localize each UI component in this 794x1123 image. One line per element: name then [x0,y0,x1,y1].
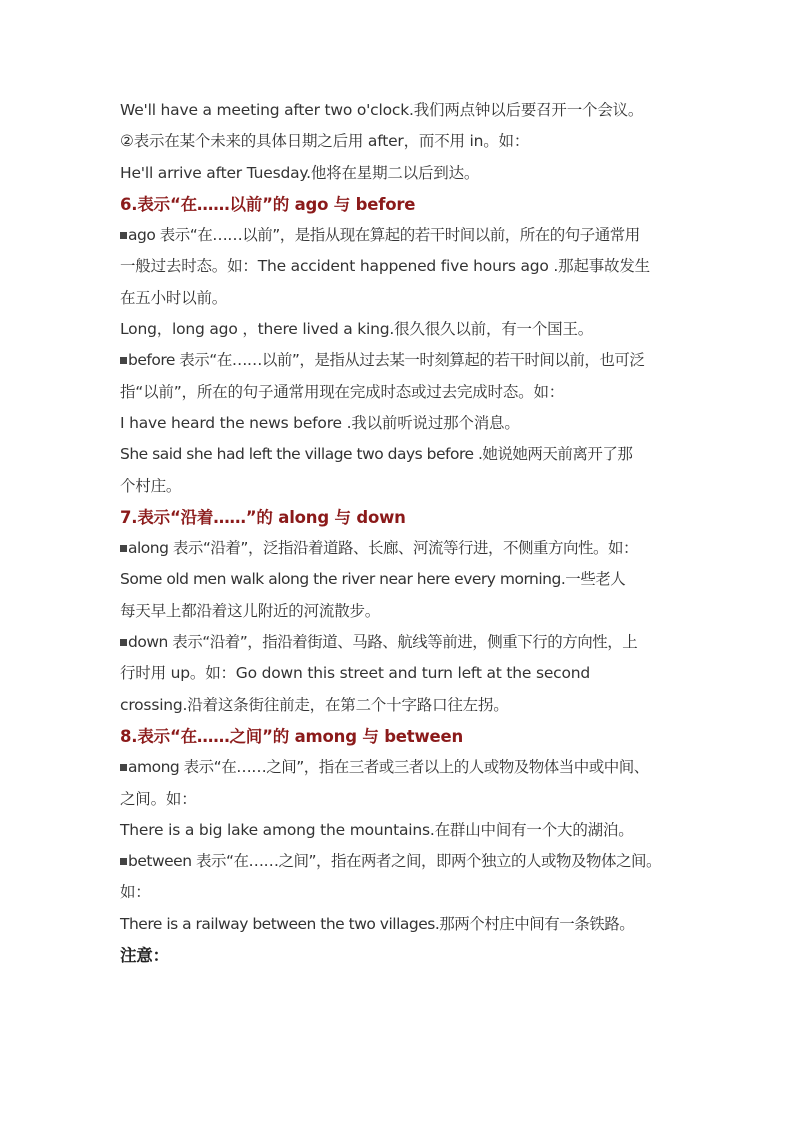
section-heading-7: 7.表示“沿着……”的 along 与 down [120,507,406,527]
text-line: 个村庄。 [120,476,182,495]
bullet-square-icon [120,858,127,865]
text-line: There is a big lake among the mountains.在群山中间有一个大的湖泊。 [120,820,634,839]
text-line: 行时用 up。如：Go down this street and turn left at the second [120,664,591,683]
text-line: There is a railway between the two villages.那两个村庄中间有一条铁路。 [120,914,635,933]
text-line: We'll have a meeting after two o'clock.我们两点钟以后要召开一个会议。 [120,101,644,119]
bullet-text: among 表示“在……之间”，指在三者或三者以上的人或物及物体当中或中间、 [128,758,649,777]
text-line: 指“以前”，所在的句子通常用现在完成时态或过去完成时态。如： [120,382,565,401]
bullet-line [120,533,682,564]
bullet-line [120,846,682,877]
bullet-line [120,752,682,783]
text-line: crossing.沿着这条街往前走，在第二个十字路口往左拐。 [120,695,509,714]
bullet-line [120,220,682,251]
text-line: Long，long ago ，there lived a king.很久很久以前，有一个国王。 [120,320,594,339]
bullet-line [120,627,682,658]
bullet-square-icon [120,764,127,771]
bullet-text: along 表示“沿着”，泛指沿着道路、长廊、河流等行进，不侧重方向性。如： [128,539,638,558]
text-line: She said she had left the village two days before .她说她两天前离开了那 [120,445,633,464]
text-line: 每天早上都沿着这儿附近的河流散步。 [120,601,381,620]
text-line: He'll arrive after Tuesday.他将在星期二以后到达。 [120,163,480,182]
text-line: Some old men walk along the river near here every morning.一些老人 [120,570,626,589]
text-line: 一般过去时态。如：The accident happened five hours ago .那起事故发生 [120,257,650,276]
section-heading-8: 8.表示“在……之间”的 among 与 between [120,726,464,746]
bullet-text: ago 表示“在……以前”，是指从现在算起的若干时间以前，所在的句子通常用 [128,226,640,245]
text-line: I have heard the news before .我以前听说过那个消息。 [120,413,520,432]
bullet-square-icon [120,545,127,552]
bullet-square-icon [120,232,127,239]
document-body [120,95,682,971]
bullet-square-icon [120,639,127,646]
bullet-square-icon [120,357,127,364]
text-line: 如： [120,883,151,902]
text-line: 之间。如： [120,789,197,808]
text-line: 在五小时以前。 [120,288,228,307]
text-line: ②表示在某个未来的具体日期之后用 after，而不用 in。如： [120,132,530,151]
bullet-text: between 表示“在……之间”，指在两者之间，即两个独立的人或物及物体之间。 [128,852,662,871]
bullet-line [120,345,682,376]
bullet-text: before 表示“在……以前”，是指从过去某一时刻算起的若干时间以前，也可泛 [128,351,645,370]
note-heading: 注意： [120,946,169,966]
bullet-text: down 表示“沿着”，指沿着街道、马路、航线等前进，侧重下行的方向性，上 [128,633,638,652]
section-heading-6: 6.表示“在……以前”的 ago 与 before [120,194,416,214]
